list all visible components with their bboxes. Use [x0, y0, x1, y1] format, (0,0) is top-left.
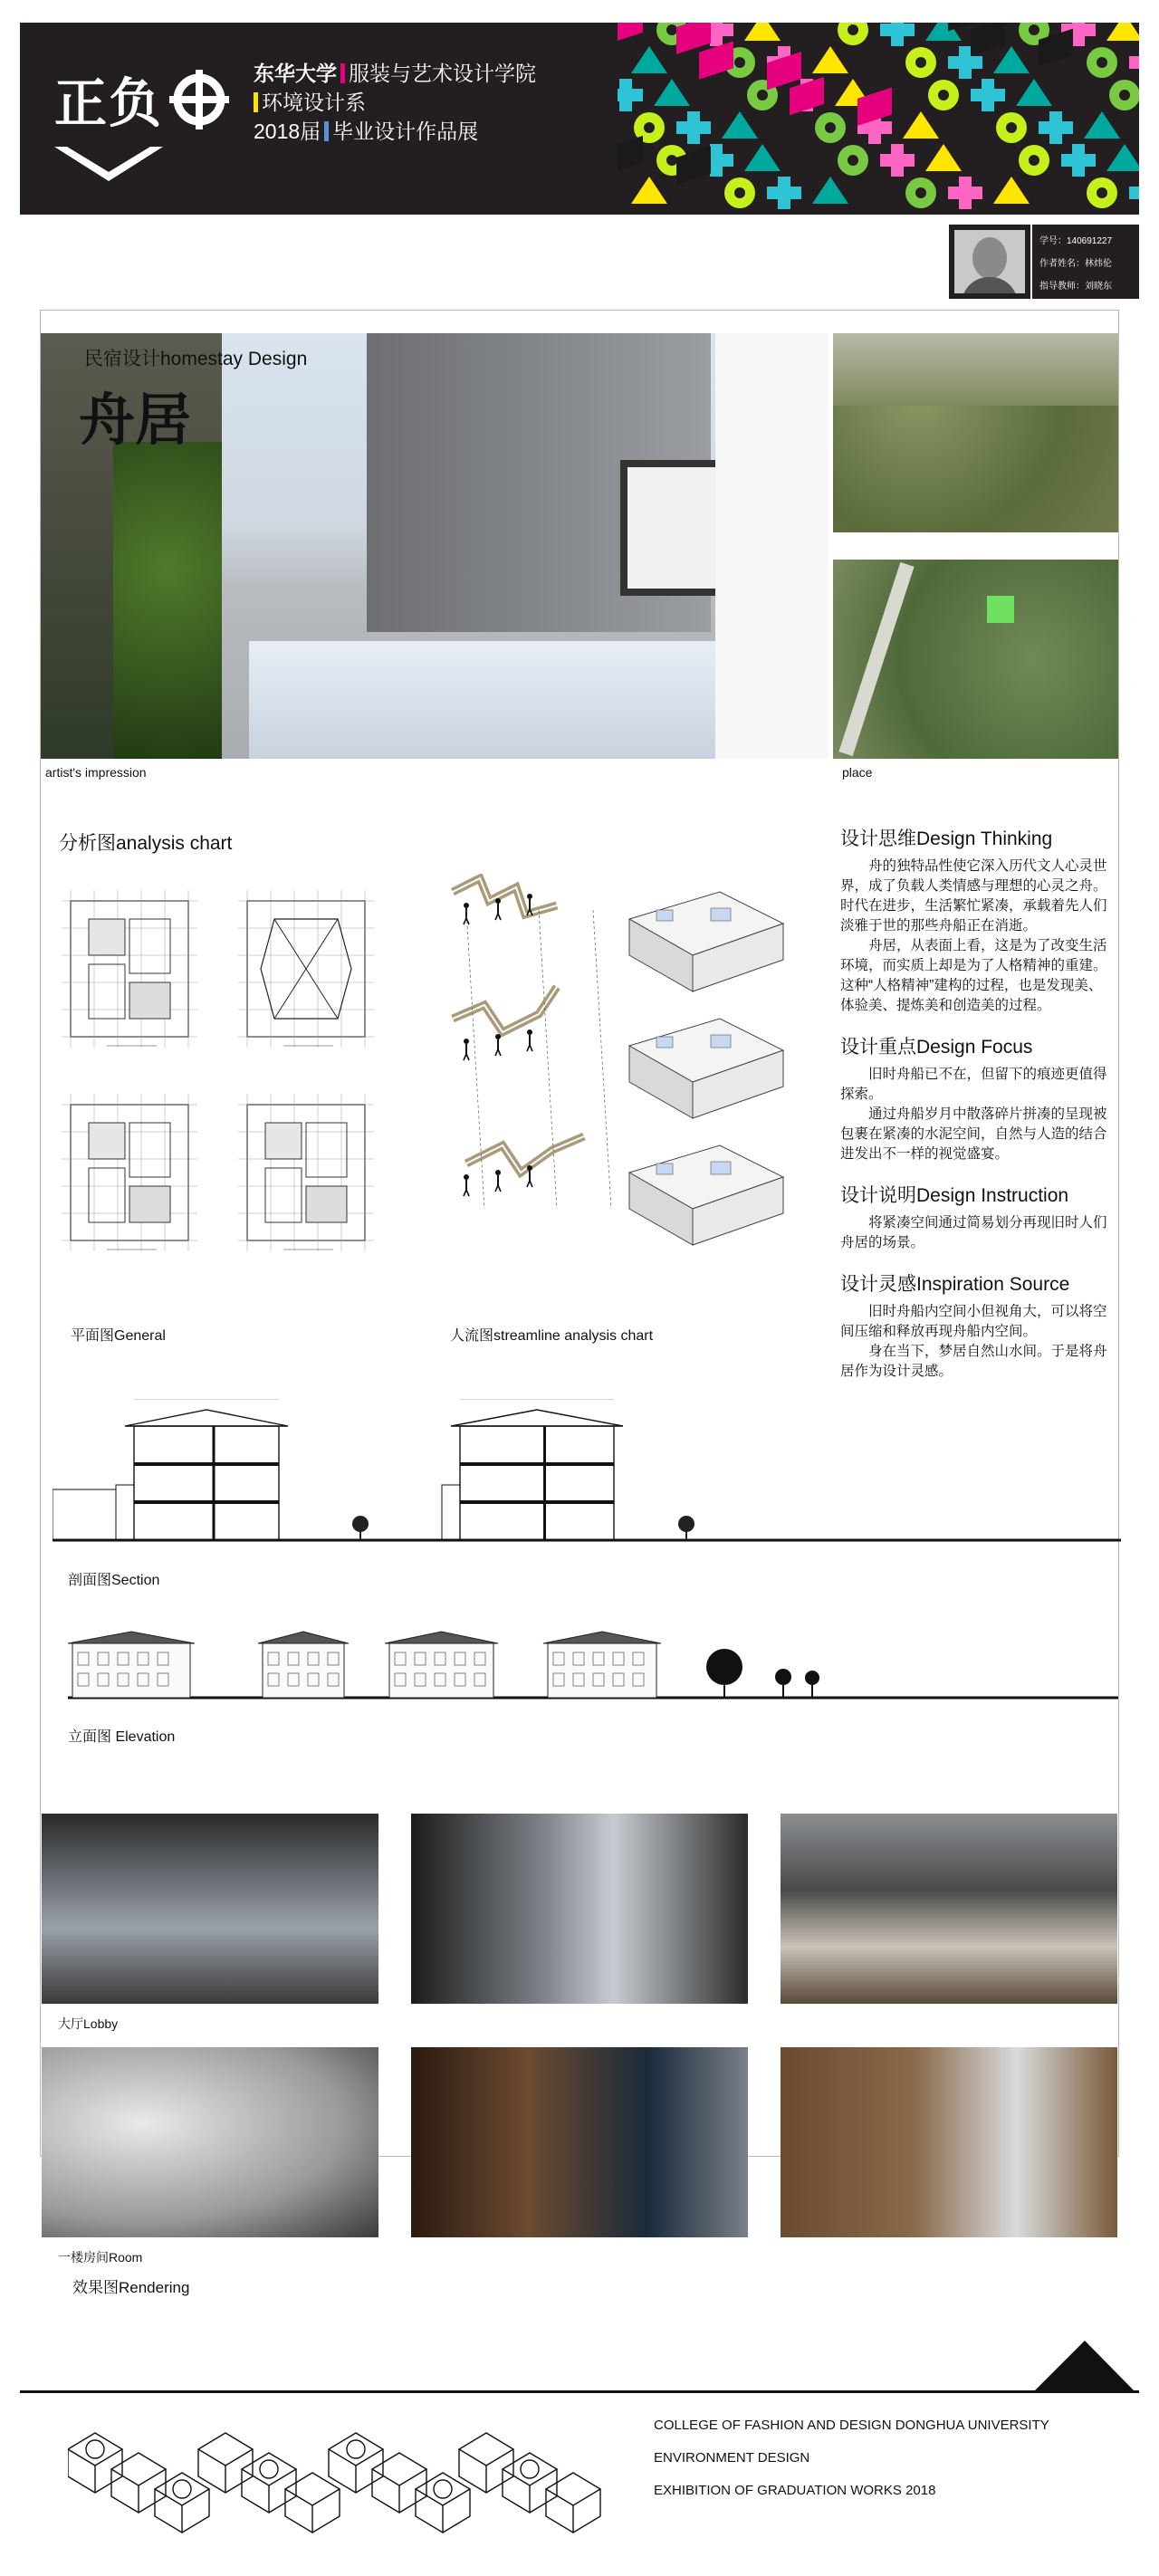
design-section-heading: 设计说明Design Instruction — [840, 1185, 1069, 1206]
header-line-3 — [254, 115, 478, 145]
hero-title: 舟居 — [79, 389, 192, 452]
design-section-paragraph: 舟居，从表面上看，这是为了改变生活环境，而实质上却是为了人格精神的重建。这种“人格精神”建构的过程，也是发现美、体验美、提炼美和创造美的过程。 — [840, 938, 1107, 1013]
design-section-paragraph: 旧时舟船已不在，但留下的痕迹更值得探索。 — [840, 1067, 1107, 1102]
year-label: 2018届 — [254, 120, 321, 143]
advisor-row: 指导教师：刘晓东 — [1039, 282, 1112, 292]
elevation-caption: 立面图 Elevation — [68, 1729, 176, 1745]
rendering-title: 效果图Rendering — [72, 2279, 190, 2296]
header-line-2 — [254, 86, 366, 116]
design-section-heading: 设计重点Design Focus — [840, 1037, 1033, 1058]
design-section-paragraph: 通过舟船岁月中散落碎片拼凑的呈现被包裹在紧凑的水泥空间，自然与人造的结合进发出不一样的视觉盛宴。 — [840, 1106, 1107, 1162]
design-section — [840, 824, 1112, 1016]
portrait-photo — [954, 230, 1025, 293]
rendering-image — [411, 1814, 748, 2004]
student-portrait — [949, 225, 1030, 299]
aerial-map-1 — [833, 333, 1118, 532]
design-section-paragraph: 将紧凑空间通过简易划分再现旧时人们舟居的场景。 — [840, 1215, 1107, 1250]
student-id-row: 学号：140691227 — [1039, 236, 1113, 246]
place-caption: place — [842, 765, 873, 780]
room-caption: 一楼房间Room — [58, 2250, 143, 2265]
design-section-heading: 设计思维Design Thinking — [840, 828, 1053, 849]
streamline-caption: 人流图streamline analysis chart — [450, 1328, 654, 1344]
elevation-drawing — [68, 1621, 1118, 1711]
plan-caption: 平面图General — [71, 1328, 166, 1344]
corner-triangle — [1032, 2341, 1136, 2393]
rendering-image — [42, 1814, 378, 2004]
arrow-down-icon — [54, 147, 163, 183]
rendering-image — [42, 2047, 378, 2237]
college-name: 服装与艺术设计学院 — [349, 62, 536, 85]
design-section-paragraph: 舟的独特品性使它深入历代文人心灵世界，成了负载人类情感与理想的心灵之舟。时代在进步，生活繁忙紧凑，承载着先人们淡雅于世的那些舟船正在消逝。 — [840, 858, 1107, 934]
design-section-paragraph: 身在当下，梦居自然山水间。于是将舟居作为设计灵感。 — [840, 1344, 1107, 1379]
design-section — [840, 1269, 1112, 1382]
header-banner — [20, 23, 1139, 215]
footer-line-3: EXHIBITION OF GRADUATION WORKS 2018 — [654, 2483, 936, 2498]
design-section-paragraph: 旧时舟船内空间小但视角大，可以将空间压缩和释放再现舟船内空间。 — [840, 1304, 1107, 1339]
design-section — [840, 1032, 1112, 1164]
header-line-1 — [254, 57, 536, 87]
student-info — [1032, 225, 1139, 299]
author-row: 作者姓名：林炜伦 — [1039, 259, 1112, 269]
rendering-image — [781, 1814, 1117, 2004]
logo-text: 正负 — [54, 74, 164, 133]
streamline-diagram — [448, 874, 792, 1263]
design-text-column — [840, 824, 1112, 1398]
university-name: 东华大学 — [254, 62, 337, 85]
rendering-image — [781, 2047, 1117, 2237]
decorative-blocks-graphic — [618, 23, 1139, 215]
artists-impression-caption: artist's impression — [45, 765, 147, 780]
section-caption: 剖面图Section — [68, 1573, 160, 1588]
crosshair-icon — [168, 68, 231, 131]
exhibition-label: 毕业设计作品展 — [332, 120, 479, 143]
blue-bar — [324, 121, 329, 141]
footer-line-1: COLLEGE OF FASHION AND DESIGN DONGHUA UNIVERSITY — [654, 2418, 1049, 2433]
footer-outline-logo — [68, 2404, 629, 2540]
design-section — [840, 1181, 1112, 1253]
design-section-heading: 设计灵感Inspiration Source — [840, 1274, 1070, 1295]
section-drawing — [53, 1399, 1121, 1553]
floor-plans-drawing — [53, 883, 388, 1272]
footer-line-2: ENVIRONMENT DESIGN — [654, 2450, 810, 2466]
yellow-bar — [254, 92, 258, 112]
department-name: 环境设计系 — [262, 91, 366, 114]
pink-bar — [340, 63, 345, 83]
aerial-map-2 — [833, 560, 1118, 759]
logo — [54, 61, 235, 187]
footer-divider — [20, 2390, 1139, 2393]
analysis-title: 分析图analysis chart — [59, 833, 233, 854]
artists-impression-image — [41, 333, 829, 759]
rendering-image — [411, 2047, 748, 2237]
hero-subtitle: 民宿设计homestay Design — [84, 349, 308, 369]
lobby-caption: 大厅Lobby — [58, 2016, 119, 2031]
